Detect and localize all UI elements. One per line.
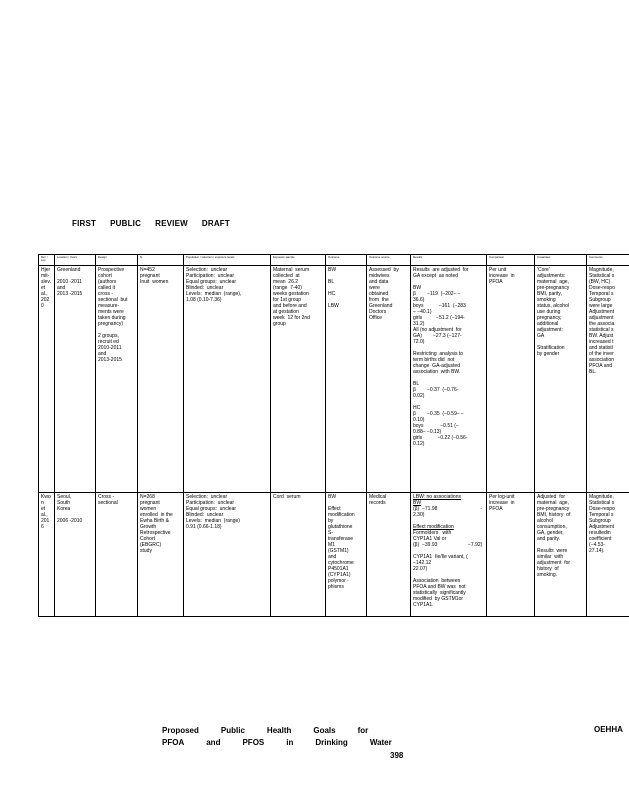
cell-line: status, alcohol (537, 303, 569, 309)
draft-header-word: DRAFT (201, 219, 230, 228)
table-cell-exposure (271, 493, 326, 617)
table-cell-covariates (535, 266, 587, 493)
cell-line: Adjustment (589, 524, 615, 530)
cell-line: Association between (413, 578, 461, 584)
cell-line: 31.2) (413, 321, 425, 327)
cell-line: boys −161 (−283 (413, 303, 466, 309)
footer-word: PFOA (162, 738, 185, 747)
cell-line: (range 7-40) (273, 285, 302, 291)
cell-line: Results are adjusted for (413, 267, 469, 273)
cell-line: change GA-adjusted (413, 363, 460, 369)
table-cell-selection (184, 266, 271, 493)
cell-line: and parity. (537, 536, 560, 542)
cell-line: week 12 for 2nd (273, 315, 310, 321)
table-cell-location (55, 493, 96, 617)
cell-line: Cohort (140, 536, 156, 542)
cell-line: sectional but (98, 297, 128, 303)
table-cell-outcome (326, 493, 367, 617)
cell-line: enrolled in the (140, 512, 173, 518)
table-cell-results (411, 266, 487, 493)
cell-line: alcohol (537, 518, 553, 524)
table-cell-design (96, 493, 138, 617)
cell-line: smoking. (537, 572, 558, 578)
table-cell-comments (587, 493, 629, 617)
cell-line: and (328, 554, 337, 560)
cell-line: BL (413, 381, 420, 387)
cell-line: resultedin (589, 530, 611, 536)
cell-line: increase in (489, 273, 515, 279)
cell-line: association (589, 357, 615, 363)
cell-line: adjustment (589, 315, 614, 321)
cell-line: Selection: unclear (186, 494, 228, 500)
column-header: Results (411, 255, 487, 266)
footer-word: Goals (313, 726, 336, 735)
cell-line: Formolders with (413, 530, 452, 536)
cell-line: were large (589, 303, 613, 309)
cell-line: BW (413, 500, 422, 506)
cell-line: boys −0.51 (− (413, 423, 459, 429)
cell-line: BL. (589, 369, 597, 375)
cell-line: Statistical s (589, 500, 615, 506)
cell-line: association with BW. (413, 369, 461, 375)
cell-line: N=268 (140, 494, 155, 500)
cell-line: BMI, parity, (537, 291, 562, 297)
cell-line: 2013-2015 (98, 357, 122, 363)
draft-header-word: REVIEW (155, 219, 188, 228)
cell-line: Magnitude, (589, 267, 614, 273)
cell-line: et al., (41, 506, 48, 518)
cell-line: HC (328, 291, 336, 297)
cell-line: South (57, 500, 71, 506)
cell-line: Participation: unclear (186, 500, 235, 506)
cell-line: LBW (328, 303, 339, 309)
cell-line: 0.02) (413, 393, 425, 399)
cell-line: Subgroup (589, 297, 611, 303)
table-cell-exposure (271, 266, 326, 493)
page-number: 398 (390, 751, 404, 760)
table-cell-results (411, 493, 487, 617)
cell-line: cross - (98, 291, 113, 297)
cell-line: (CYP1A1) (328, 572, 351, 578)
cell-line: weeks gestation (273, 291, 309, 297)
cell-line: Temporal s (589, 291, 614, 297)
cell-line: Retrospective (140, 530, 171, 536)
cell-line: Inuit women (140, 279, 169, 285)
cell-line: collected at (273, 273, 300, 279)
cell-line: Korea (57, 506, 71, 512)
cell-line: 2006 -2010 (57, 518, 83, 524)
evidence-table (38, 254, 629, 617)
cell-line: for 1st group (273, 297, 302, 303)
cell-line: (β) −71.98 - (413, 506, 483, 512)
cell-line: midwives (369, 273, 390, 279)
draft-header-word: FIRST (72, 219, 97, 228)
cell-line: PFOA and BW was not (413, 584, 466, 590)
cell-line: pregnant (140, 273, 160, 279)
cell-line: and before and (273, 303, 307, 309)
cell-line: Statistical s (589, 273, 615, 279)
cell-line: (GSTM1) (328, 548, 349, 554)
cell-line: of the inver (589, 351, 614, 357)
cell-line: – −40.1) (413, 309, 432, 315)
cell-line: GA) −27.3 (−127- (413, 333, 462, 339)
cell-line: and data (369, 279, 389, 285)
cell-line: β −119 (−202– − (413, 291, 461, 297)
cell-line: Equal groups: unclear (186, 279, 237, 285)
table-cell-ref (39, 493, 55, 617)
table-cell-comparison (487, 266, 535, 493)
cell-line: Adjustment (589, 309, 615, 315)
cell-line: use during (537, 309, 561, 315)
cell-line: by gender (537, 351, 560, 357)
cell-line: statistical s (589, 327, 614, 333)
cell-line: 0.10) (413, 417, 425, 423)
cell-line: adjustments: (537, 273, 566, 279)
column-header: Outcome source (367, 255, 411, 266)
cell-line: BW (328, 494, 337, 500)
cell-line: Adjusted for (537, 494, 566, 500)
cell-line: girls −51.2 (−194- (413, 315, 465, 321)
cell-line: CYP1A1 Ile/Ile variant, ( (413, 554, 468, 560)
table-cell-comparison (487, 493, 535, 617)
cell-line: 0.91 (0.66-1.18) (186, 524, 222, 530)
cell-line: were (369, 285, 380, 291)
cell-line: statistically significantly (413, 590, 466, 596)
cell-line: Restricting analysis to (413, 351, 464, 357)
footer-word: Health (266, 726, 292, 735)
cell-line: N=452 (140, 267, 155, 273)
cell-line: PFOA and (589, 363, 613, 369)
table-cell-outcome (326, 266, 367, 493)
cell-line: 2 groups, (98, 333, 119, 339)
cell-line: girls −0.22 (−0.56- (413, 435, 468, 441)
cell-line: Per log-unit (489, 494, 515, 500)
cell-line: P4501A1 (328, 566, 349, 572)
cell-line: Cord serum (273, 494, 301, 500)
cell-line: Ewha Birth & (140, 518, 169, 524)
cell-line: 2.30) (413, 512, 425, 518)
cell-line: 'Core' (537, 267, 550, 273)
cell-line: PFOA (489, 279, 503, 285)
cell-line: 72.0) (413, 339, 425, 345)
cell-line: Results were (537, 548, 568, 554)
cell-line: (−4.53- (589, 542, 605, 548)
table-cell-n (138, 266, 184, 493)
cell-line: CYP1A1. (413, 602, 434, 608)
cell-line: glutathione (328, 524, 353, 530)
footer-word: Drinking (315, 738, 348, 747)
cell-line: from the (369, 297, 389, 303)
cell-line: women (140, 506, 157, 512)
table-row (39, 493, 629, 617)
cell-line: cohort (98, 273, 112, 279)
cell-line: Levels: median (range) (186, 518, 240, 524)
cell-line: Per unit (489, 267, 507, 273)
cell-line: and (57, 285, 66, 291)
cell-line: study (140, 548, 152, 554)
cell-line: Equal groups: unclear (186, 506, 237, 512)
cell-line: Kwon (41, 494, 51, 506)
cell-line: slev. et (41, 279, 53, 291)
cell-line: adjustment for (537, 560, 571, 566)
cell-line: BL (328, 279, 335, 285)
cell-line: (BW, HC) (589, 279, 611, 285)
cell-line: maternal age, (537, 279, 569, 285)
cell-line: mean 26.2 (273, 279, 299, 285)
cell-line: ments were (98, 309, 124, 315)
table-cell-location (55, 266, 96, 493)
cell-line: at gestation (273, 309, 299, 315)
table-cell-selection (184, 493, 271, 617)
cell-line: Dose-respo (589, 285, 615, 291)
cell-line: Cross - (98, 494, 115, 500)
cell-line: modification (328, 512, 355, 518)
cell-line: group (273, 321, 286, 327)
cell-line: pregnancy, (537, 315, 562, 321)
cell-line: increased t (589, 339, 614, 345)
cell-line: CYP1A1 Val or (413, 536, 447, 542)
column-header: Covariates (535, 255, 587, 266)
draft-header-word: PUBLIC (110, 219, 142, 228)
cell-line: Selection: unclear (186, 267, 228, 273)
cell-line: (EBGRC) (140, 542, 162, 548)
cell-line: BW (413, 285, 422, 291)
cell-line: 2013 -2015 (57, 291, 83, 297)
cell-line: PFOA (489, 506, 503, 512)
cell-line: cytochrome (328, 560, 354, 566)
cell-line: consumption, (537, 524, 567, 530)
cell-line: Doctors (369, 309, 387, 315)
cell-line: Greenland (57, 267, 81, 273)
cell-line: maternal age, (537, 500, 569, 506)
cell-line: Dose-respo (589, 506, 615, 512)
cell-line: BW (328, 267, 337, 273)
column-header: Location / Years (55, 255, 96, 266)
cell-line: Subgroup (589, 518, 611, 524)
cell-line: 2010 -2011 (57, 279, 82, 285)
cell-line: pregnancy) (98, 321, 124, 327)
cell-line: Greenland (369, 303, 393, 309)
cell-line: Stratification (537, 345, 565, 351)
cell-line: transferase (328, 536, 354, 542)
cell-line: 36.6) (413, 297, 425, 303)
cell-line: 0.12) (413, 441, 425, 447)
column-header: Exposure sample (271, 255, 326, 266)
cell-line: β −0.37 (−0.76- (413, 387, 459, 393)
cell-line: Magnitude, (589, 494, 614, 500)
cell-line: Office (369, 315, 382, 321)
cell-line: BMI, history of (537, 512, 571, 518)
cell-line: obtained (369, 291, 389, 297)
column-header: Population / selection / exposure levels (184, 255, 271, 266)
cell-line: Hjermit- (41, 267, 51, 279)
table-cell-ref (39, 266, 55, 493)
cell-line: and (98, 351, 107, 357)
table-cell-design (96, 266, 138, 493)
column-header: Comments (587, 255, 629, 266)
footer-word: and (206, 738, 221, 747)
cell-line: Effect (328, 506, 341, 512)
cell-line: Blinded: unclear (186, 512, 224, 518)
cell-line: 22.07) (413, 566, 428, 572)
cell-line: by (328, 518, 334, 524)
cell-line: Temporal s (589, 512, 614, 518)
cell-line: additional (537, 321, 559, 327)
footer-word: in (286, 738, 294, 747)
cell-line: Growth (140, 524, 157, 530)
table-cell-covariates (535, 493, 587, 617)
cell-line: GA (537, 333, 545, 339)
cell-line: smoking (537, 297, 556, 303)
cell-line: (β) −39.93 −7.92) (413, 542, 483, 548)
cell-line: Assessed by (369, 267, 399, 273)
cell-line: called it (98, 285, 115, 291)
cell-line: pregnant (140, 500, 160, 506)
cell-line: GA, gender, (537, 530, 564, 536)
cell-line: (authors (98, 279, 117, 285)
footer-word: PFOS (242, 738, 265, 747)
footer-word: Water (369, 738, 392, 747)
cell-line: history of (537, 566, 559, 572)
cell-line: records (369, 500, 386, 506)
cell-line: polymor - (328, 578, 349, 584)
table-cell-comments (587, 266, 629, 493)
cell-line: Effect modification (413, 524, 454, 530)
results-header: LBW: no associations (413, 494, 461, 500)
cell-line: −142.12 (413, 560, 432, 566)
cell-line: HC (413, 405, 421, 411)
cell-line: 2020 (41, 297, 50, 309)
cell-line: phisms (328, 584, 344, 590)
cell-line: coefficient (589, 536, 612, 542)
cell-line: pre-pregnancy (537, 285, 570, 291)
cell-line: measure- (98, 303, 120, 309)
cell-line: taken during (98, 315, 126, 321)
cell-line: the associa (589, 321, 615, 327)
cell-line: 2010-2011 (98, 345, 122, 351)
cell-line: M1 (328, 542, 335, 548)
cell-line: Prospective (98, 267, 125, 273)
cell-line: Medical (369, 494, 387, 500)
table-cell-source (367, 266, 411, 493)
cell-line: Levels: median (range), (186, 291, 242, 297)
footer-word: Public (220, 726, 245, 735)
table-cell-source (367, 493, 411, 617)
cell-line: similar with (537, 554, 564, 560)
cell-line: modified by GSTM1or (413, 596, 464, 602)
cell-line: β −0.35 (−0.59– − (413, 411, 464, 417)
cell-line: Seoul, (57, 494, 72, 500)
footer-word: Proposed (162, 726, 199, 735)
cell-line: 27.14). (589, 548, 605, 554)
cell-line: increase in (489, 500, 515, 506)
cell-line: GA except as noted (413, 273, 459, 279)
cell-line: S- (328, 530, 333, 536)
table-row (39, 266, 629, 493)
footer-agency: OEHHA (594, 725, 623, 734)
table-cell-n (138, 493, 184, 617)
cell-line: 0.88– −0.13) (413, 429, 442, 435)
cell-line: pre-pregnancy (537, 506, 570, 512)
column-header: Design (96, 255, 138, 266)
cell-line: Blinded: unclear (186, 285, 224, 291)
column-header: Outcome (326, 255, 367, 266)
cell-line: recruit ed (98, 339, 119, 345)
cell-line: al., (41, 291, 48, 297)
cell-line: adjustment: (537, 327, 563, 333)
cell-line: 1.08 (0.10-7.36) (186, 297, 222, 303)
column-header: N (138, 255, 184, 266)
cell-line: Maternal serum (273, 267, 310, 273)
column-header: Ref. / Loc. (39, 255, 55, 266)
draft-header (72, 219, 230, 228)
footer-title (162, 725, 414, 749)
column-header: Comparison (487, 255, 535, 266)
cell-line: 2016 (41, 518, 50, 530)
cell-line: term births did not (413, 357, 455, 363)
cell-line: and statisti (589, 345, 613, 351)
cell-line: Participation: unclear (186, 273, 235, 279)
cell-line: sectional (98, 500, 118, 506)
footer-word: for (357, 726, 369, 735)
cell-line: All (no adjustment for (413, 327, 462, 333)
table-header-row (39, 255, 629, 266)
cell-line: BW. Adjust (589, 333, 614, 339)
